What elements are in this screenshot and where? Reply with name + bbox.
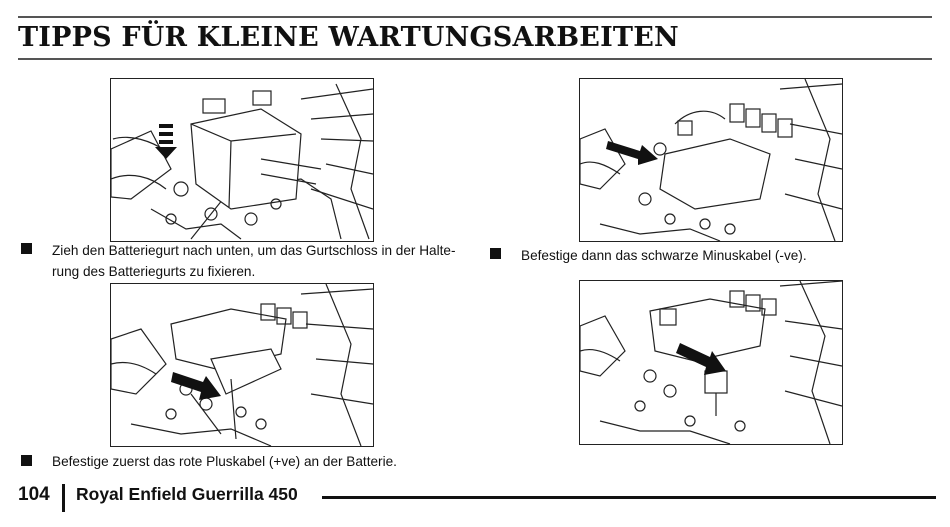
footer-rule — [322, 496, 936, 499]
manual-title: Royal Enfield Guerrilla 450 — [76, 484, 298, 504]
step-2-text: Befestige zuerst das rote Pluskabel (+ve) an der Batterie. — [52, 454, 397, 469]
step-3-text: Befestige dann das schwarze Minuskabel (-ve). — [521, 248, 807, 263]
step-1-text — [52, 240, 472, 282]
step-1-line-2: rung des Batteriegurts zu fixieren. — [52, 264, 256, 279]
figure-positive-cable — [110, 283, 374, 447]
figure-negative-cable-routing — [579, 280, 843, 445]
bullet-3 — [490, 248, 501, 259]
page-title: TIPPS FÜR KLEINE WARTUNGSARBEITEN — [18, 22, 679, 53]
figure-battery-strap — [110, 78, 374, 242]
page-number: 104 — [18, 484, 50, 505]
header-bottom-rule — [18, 58, 932, 60]
footer-separator — [62, 484, 65, 512]
header-top-rule — [18, 16, 932, 18]
bullet-1 — [21, 243, 32, 254]
step-1-line-1: Zieh den Batteriegurt nach unten, um das Gurtschloss in der Halte- — [52, 243, 456, 258]
bullet-2 — [21, 455, 32, 466]
figure-negative-cable-closeup — [579, 78, 843, 242]
